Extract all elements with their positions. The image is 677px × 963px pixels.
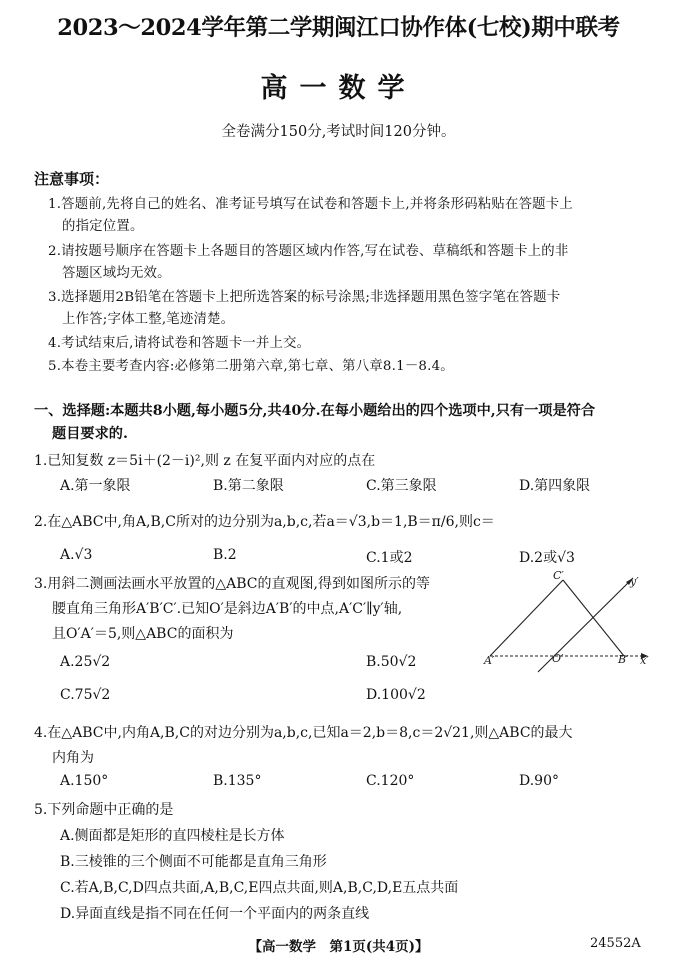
side-c-b bbox=[563, 580, 624, 656]
label-a-prime: A′ bbox=[484, 654, 495, 667]
question-5-stem: 5.下列命题中正确的是 bbox=[34, 802, 174, 818]
q3-option-b: B.50√2 bbox=[366, 654, 417, 670]
label-c-prime: C′ bbox=[553, 569, 564, 582]
q3-option-a: A.25√2 bbox=[60, 654, 111, 670]
q5-option-c: C.若A,B,C,D四点共面,A,B,C,E四点共面,则A,B,C,D,E五点共面 bbox=[60, 880, 459, 896]
notice-line: 4.考试结束后,请将试卷和答题卡一并上交。 bbox=[48, 336, 311, 351]
page-footer: 【高一数学 第1页(共4页)】 bbox=[248, 939, 429, 955]
question-2-stem: 2.在△ABC中,角A,B,C所对的边分别为a,b,c,若a＝√3,b＝1,B＝π/6,则c＝ bbox=[34, 514, 495, 530]
notice-line: 3.选择题用2B铅笔在答题卡上把所选答案的标号涂黑;非选择题用黑色签字笔在答题卡 bbox=[48, 290, 561, 305]
q2-option-b: B.2 bbox=[213, 547, 237, 563]
q1-option-a: A.第一象限 bbox=[60, 478, 131, 494]
notice-line: 上作答;字体工整,笔迹清楚。 bbox=[62, 312, 235, 327]
q3-option-c: C.75√2 bbox=[60, 687, 111, 703]
side-a-c bbox=[490, 580, 563, 656]
question-3-stem-line: 3.用斜二测画法画水平放置的△ABC的直观图,得到如图所示的等 bbox=[34, 576, 430, 592]
exam-title: 2023～2024学年第二学期闽江口协作体(七校)期中联考 bbox=[57, 15, 620, 41]
notice-line: 1.答题前,先将自己的姓名、准考证号填写在试卷和答题卡上,并将条形码粘贴在答题卡上 bbox=[48, 197, 573, 212]
notice-line: 2.请按题号顺序在答题卡上各题目的答题区域内作答,写在试卷、草稿纸和答题卡上的非 bbox=[48, 244, 569, 259]
q1-option-c: C.第三象限 bbox=[366, 478, 437, 494]
q2-option-a: A.√3 bbox=[60, 547, 93, 563]
q2-option-c: C.1或2 bbox=[366, 550, 413, 566]
notice-heading: 注意事项： bbox=[34, 170, 110, 188]
q1-option-d: D.第四象限 bbox=[519, 478, 591, 494]
q4-option-b: B.135° bbox=[213, 773, 262, 789]
label-o-prime: O′ bbox=[552, 652, 564, 665]
label-b-prime: B′ bbox=[618, 653, 629, 666]
q2-option-d: D.2或√3 bbox=[519, 550, 575, 566]
section-heading-cont: 题目要求的. bbox=[52, 426, 128, 442]
paper-code: 24552A bbox=[590, 936, 641, 951]
q5-option-a: A.侧面都是矩形的直四棱柱是长方体 bbox=[60, 828, 285, 844]
q3-figure bbox=[470, 568, 660, 680]
exam-intro: 全卷满分150分,考试时间120分钟。 bbox=[221, 124, 456, 140]
subject-title: 高一数学 bbox=[260, 73, 417, 104]
q3-option-d: D.100√2 bbox=[366, 687, 426, 703]
q5-option-d: D.异面直线是指不同在任何一个平面内的两条直线 bbox=[60, 906, 370, 922]
q4-option-d: D.90° bbox=[519, 773, 559, 789]
notice-line: 5.本卷主要考查内容:必修第二册第六章,第七章、第八章8.1－8.4。 bbox=[48, 359, 454, 374]
question-4-stem-line: 4.在△ABC中,内角A,B,C的对边分别为a,b,c,已知a＝2,b＝8,c＝2√21,则△ABC的最大 bbox=[34, 725, 573, 741]
question-4-stem-line: 内角为 bbox=[52, 750, 94, 766]
question-3-stem-line: 腰直角三角形A′B′C′.已知O′是斜边A′B′的中点,A′C′∥y′轴, bbox=[52, 601, 403, 617]
section-heading: 一、选择题:本题共8小题,每小题5分,共40分.在每小题给出的四个选项中,只有一项是符合 bbox=[34, 403, 596, 419]
question-3-stem-line: 且O′A′＝5,则△ABC的面积为 bbox=[52, 626, 234, 642]
notice-line: 答题区域均无效。 bbox=[62, 266, 171, 281]
label-y-prime: y′ bbox=[630, 575, 639, 588]
q4-option-c: C.120° bbox=[366, 773, 415, 789]
notice-line: 的指定位置。 bbox=[62, 219, 144, 234]
label-x-prime: x′ bbox=[640, 654, 649, 667]
q1-option-b: B.第二象限 bbox=[213, 478, 284, 494]
question-1-stem: 1.已知复数 z＝5i＋(2－i)²,则 z 在复平面内对应的点在 bbox=[34, 453, 376, 469]
q5-option-b: B.三棱锥的三个侧面不可能都是直角三角形 bbox=[60, 854, 327, 870]
q4-option-a: A.150° bbox=[60, 773, 109, 789]
